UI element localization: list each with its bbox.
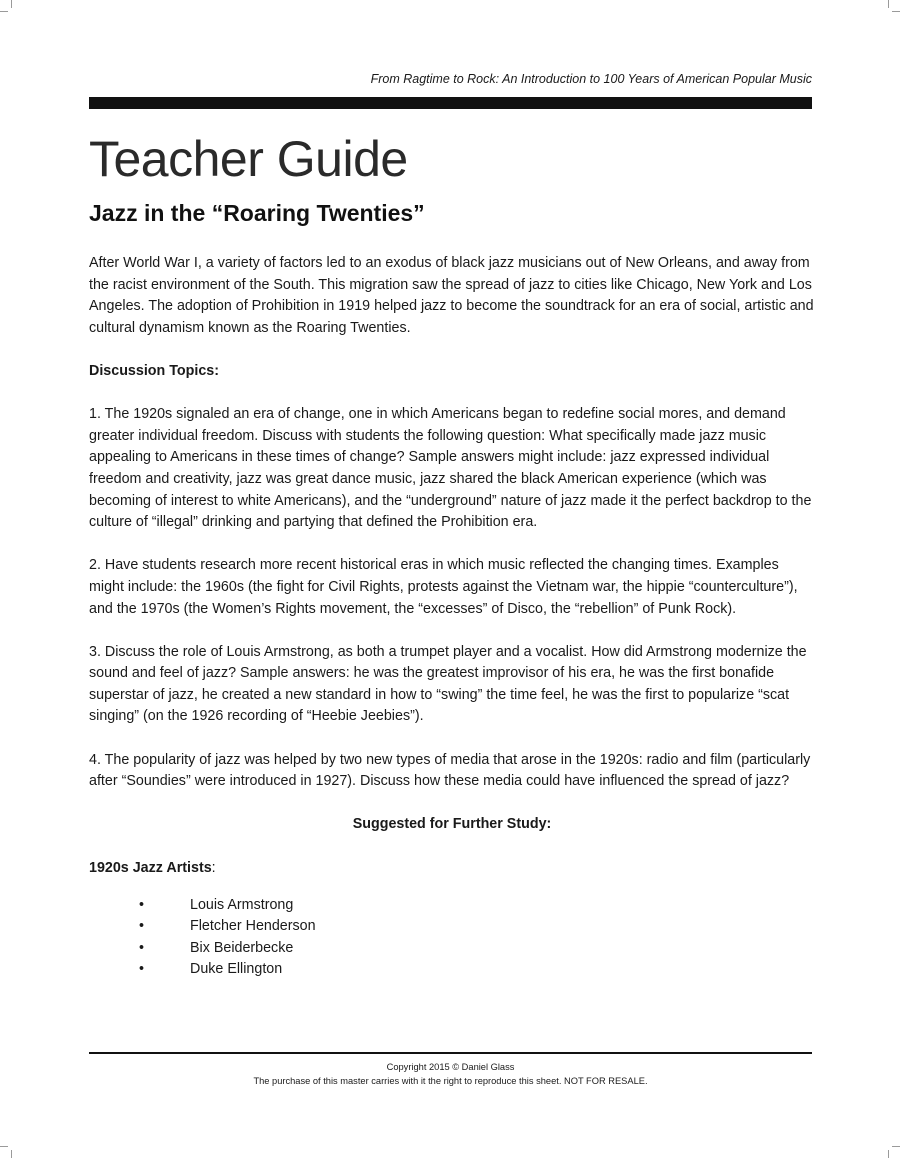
discussion-topic-4: 4. The popularity of jazz was helped by two new types of media that arose in the 1920s: radio and film (particularly after “Soundies” were introduced in 1927). Discuss how these media could have influenced the spread of jazz? bbox=[89, 751, 811, 790]
crop-mark bbox=[0, 11, 8, 12]
discussion-label: Discussion Topics: bbox=[89, 362, 220, 379]
bullet: • bbox=[139, 896, 145, 913]
page-title: Teacher Guide bbox=[89, 131, 408, 187]
bullet: • bbox=[139, 939, 145, 956]
list-item bbox=[89, 938, 815, 959]
crop-mark bbox=[888, 1150, 889, 1158]
bullet: • bbox=[139, 961, 145, 978]
section-title: Jazz in the “Roaring Twenties” bbox=[89, 200, 425, 226]
list-item bbox=[89, 959, 815, 980]
list-item bbox=[89, 895, 815, 916]
discussion-topic-3: 3. Discuss the role of Louis Armstrong, as both a trumpet player and a vocalist. How did Armstrong modernize the sound and feel of jazz? Sample answers: he was the greatest improvisor of his era, he was the first bonafide superstar of jazz, he created a new standard in how to “swing” the time feel, he was the first to popularize “scat singing” (on the 1926 recording of “Heebie Jeebies”). bbox=[89, 643, 807, 725]
crop-mark bbox=[11, 1150, 12, 1158]
artist-name: Duke Ellington bbox=[190, 961, 283, 978]
artists-label-colon: : bbox=[211, 859, 216, 876]
artist-name: Louis Armstrong bbox=[190, 896, 294, 913]
intro-paragraph: After World War I, a variety of factors led to an exodus of black jazz musicians out of New Orleans, and away from the racist environment of the South. This migration saw the spread of jazz to cities like Chicago, New York and Los Angeles. The adoption of Prohibition in 1919 helped jazz to become the soundtrack for an era of social, artistic and cultural dynamism known as the Roaring Twenties. bbox=[89, 255, 814, 336]
bullet: • bbox=[139, 918, 145, 935]
crop-mark bbox=[0, 1146, 8, 1147]
artists-list bbox=[89, 895, 815, 981]
discussion-topic-1: 1. The 1920s signaled an era of change, one in which Americans began to redefine social mores, and demand greater individual freedom. Discuss with students the following question: What specifically made jazz music appealing to Americans in these times of change? Sample answers might include: jazz expressed individual freedom and creativity, jazz was great dance music, jazz shared the black American experience (which was becoming of interest to white Americans), and the “underground” nature of jazz made it the perfect backdrop to the culture of “illegal” drinking and partying that defined the Prohibition era. bbox=[89, 406, 812, 531]
crop-mark bbox=[892, 11, 900, 12]
reproduction-notice: The purchase of this master carries with it the right to reproduce this sheet. NOT FOR RESALE. bbox=[253, 1076, 648, 1086]
artist-name: Fletcher Henderson bbox=[190, 918, 316, 935]
document-body bbox=[89, 253, 815, 980]
artists-label: 1920s Jazz Artists bbox=[89, 859, 212, 876]
crop-mark bbox=[892, 1146, 900, 1147]
list-item bbox=[89, 916, 815, 937]
header-rule bbox=[89, 97, 812, 109]
further-study-heading: Suggested for Further Study: bbox=[352, 816, 552, 833]
crop-mark bbox=[888, 0, 889, 8]
artist-name: Bix Beiderbecke bbox=[190, 939, 294, 956]
crop-mark bbox=[11, 0, 12, 8]
discussion-topic-2: 2. Have students research more recent historical eras in which music reflected the changing times. Examples might include: the 1960s (the fight for Civil Rights, protests against the Vietnam war, the hippie “counterculture”), and the 1970s (the Women’s Rights movement, the “excesses” of Disco, the “rebellion” of Punk Rock). bbox=[89, 557, 798, 617]
running-header: From Ragtime to Rock: An Introduction to 100 Years of American Popular Music bbox=[370, 72, 812, 86]
artists-label-line bbox=[89, 858, 815, 880]
copyright-line: Copyright 2015 © Daniel Glass bbox=[386, 1062, 515, 1072]
footer bbox=[89, 1060, 812, 1088]
footer-rule bbox=[89, 1052, 812, 1054]
